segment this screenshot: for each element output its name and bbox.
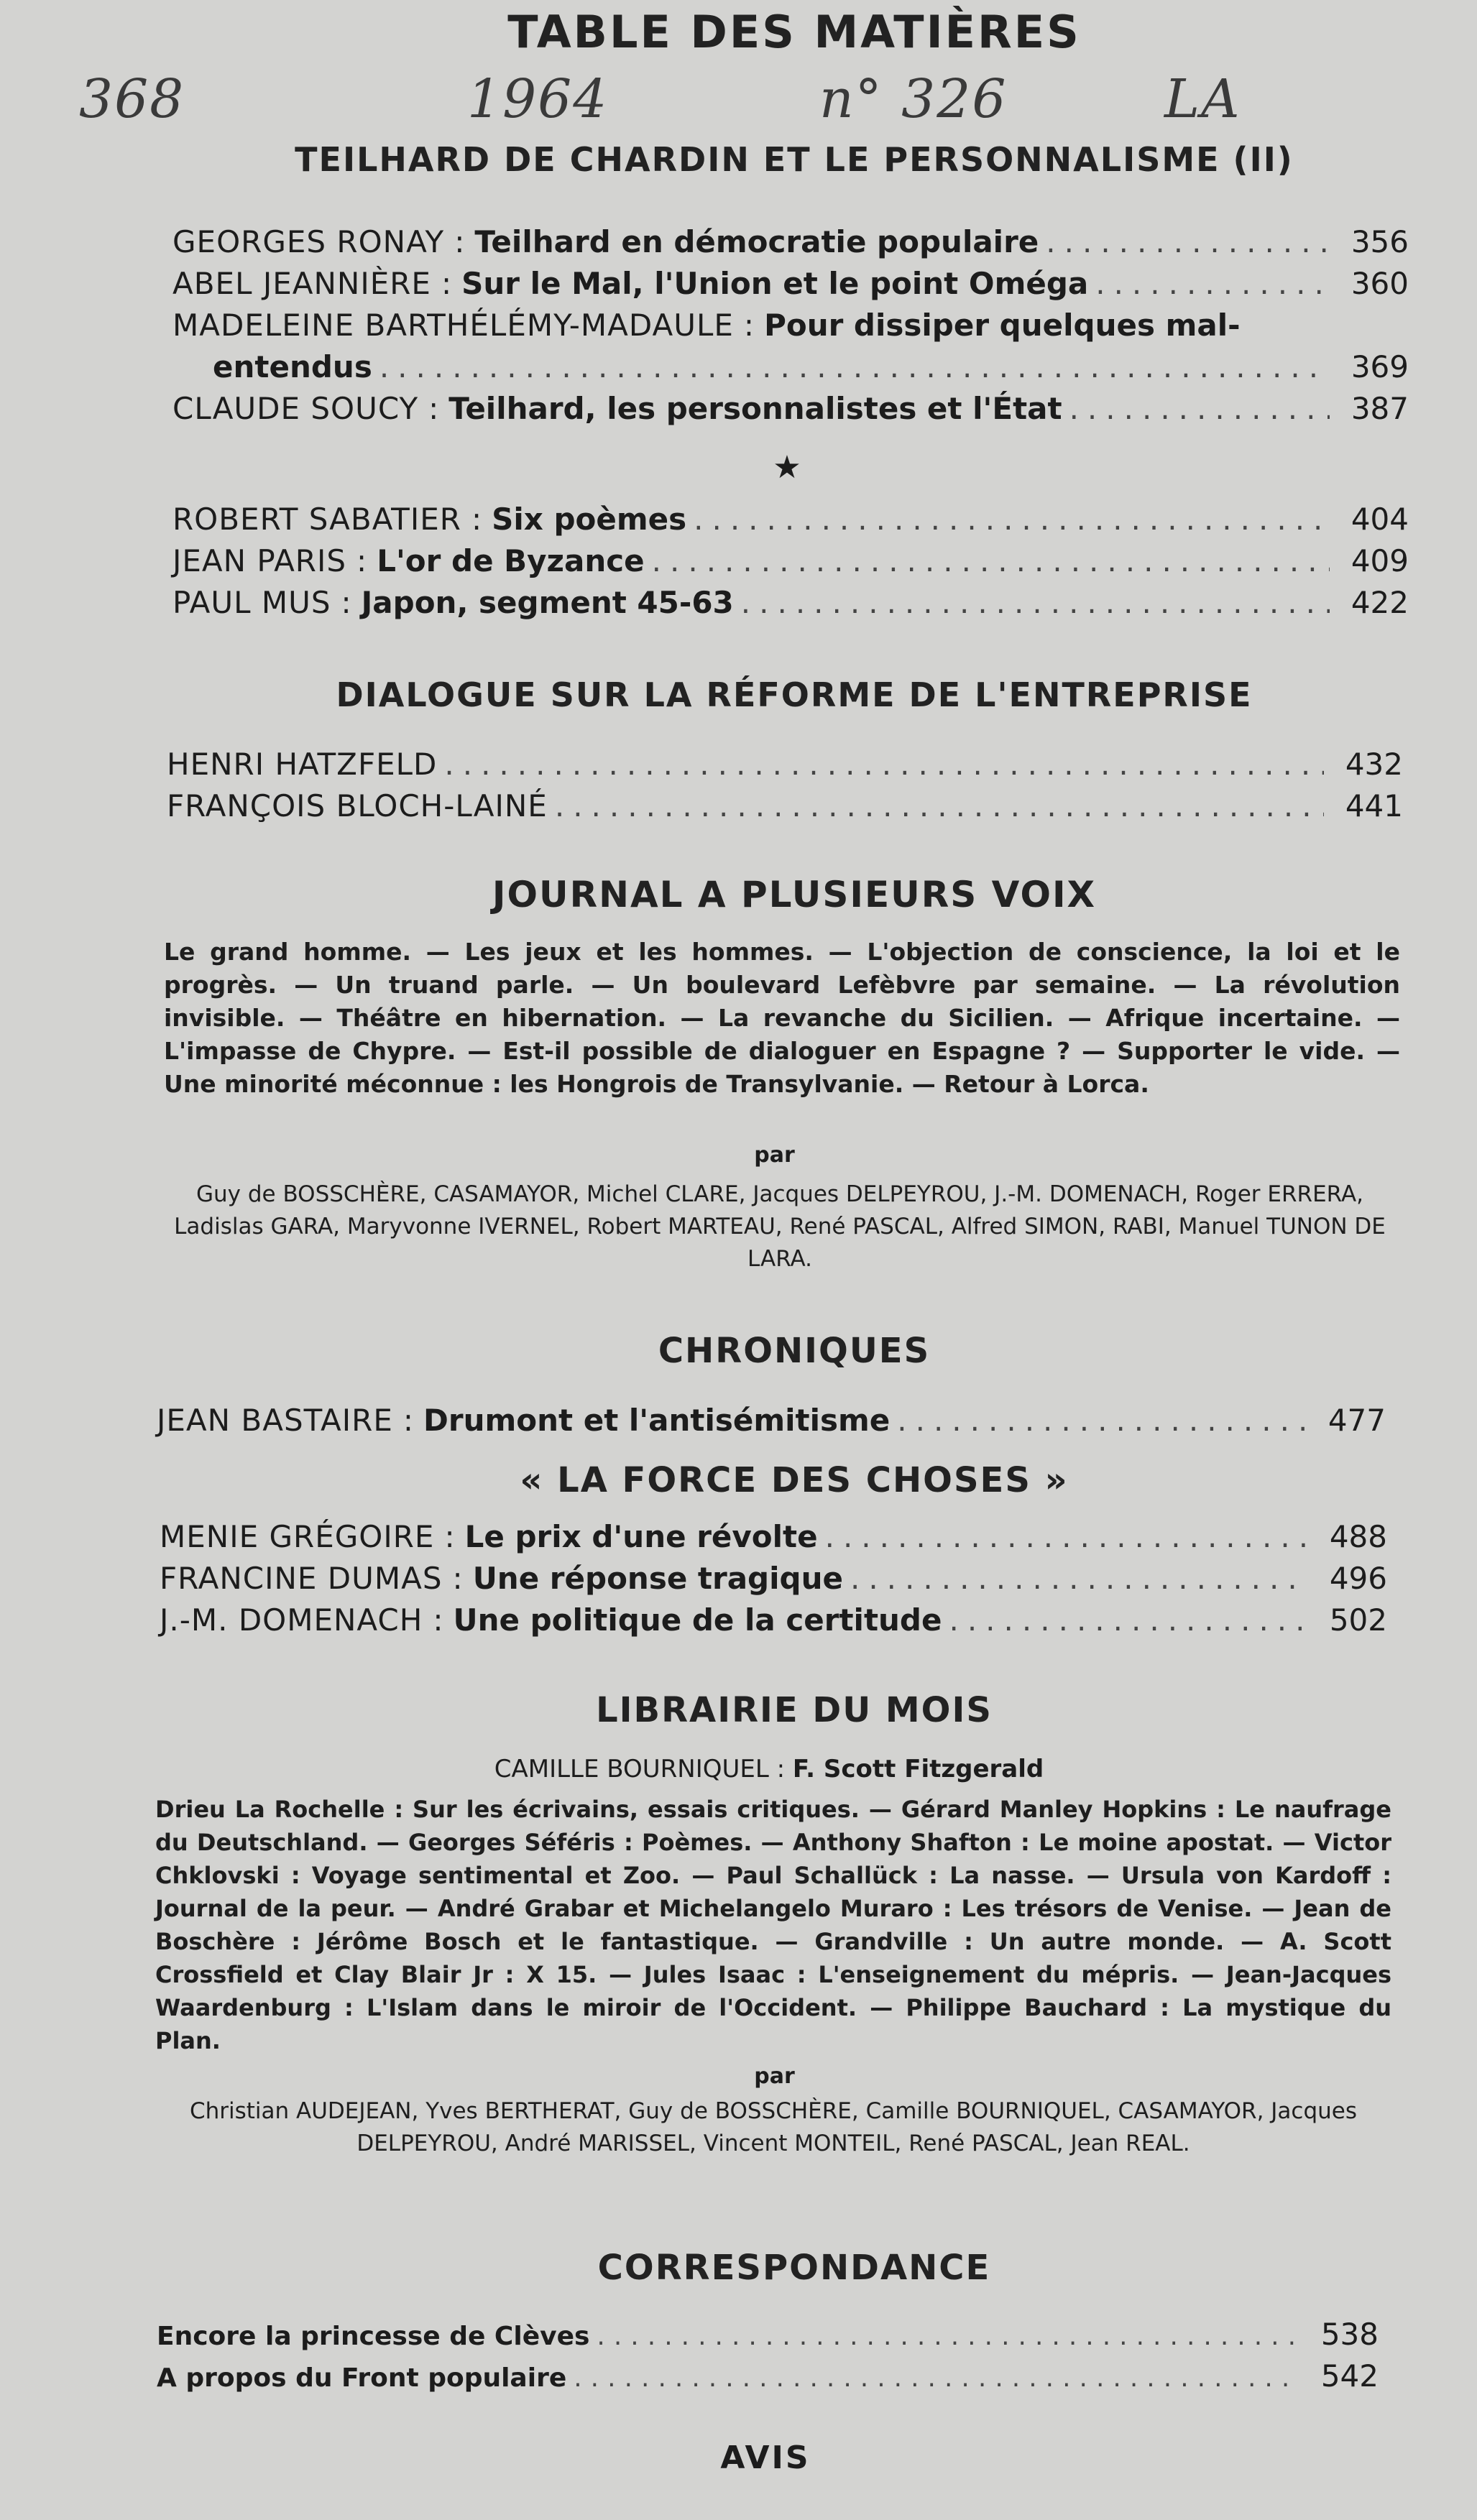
- page-title: TABLE DES MATIÈRES: [507, 6, 1081, 58]
- entry-title: Une politique de la certitude: [453, 1602, 942, 1638]
- entry-page: 538: [1320, 2317, 1379, 2352]
- toc-section-dialogue: [167, 744, 1403, 827]
- toc-entry[interactable]: PAUL MUS : Japon, segment 45-63 ..... 422: [172, 582, 1409, 624]
- entry-author: CLAUDE SOUCY: [172, 391, 419, 426]
- journal-contributors: Guy de BOSSCHÈRE, CASAMAYOR, Michel CLARE, Jacques DELPEYROU, J.-M. DOMENACH, Roger ERRERA, Ladislas GARA, Maryvonne IVERNEL, Robert MARTEAU, René PASCAL, Alfred SIMON, RABI, Manuel TUNON DE LARA.: [174, 1181, 1386, 1272]
- entry-page: 502: [1329, 1602, 1387, 1638]
- entry-title: Une réponse tragique: [472, 1561, 843, 1596]
- entry-author: GEORGES RONAY: [172, 224, 445, 259]
- toc-entry[interactable]: [157, 2355, 1379, 2397]
- toc-entry[interactable]: J.-M. DOMENACH : Une politique de la certitude ..... 502: [160, 1600, 1387, 1641]
- entry-page: 441: [1345, 788, 1403, 823]
- entry-title: Japon, segment 45-63: [361, 585, 734, 620]
- section-heading-correspondance: CORRESPONDANCE: [597, 2248, 991, 2288]
- toc-entry[interactable]: [167, 744, 1403, 785]
- lead-author: CAMILLE BOURNIQUEL: [494, 1755, 769, 1783]
- entry-title: Pour dissiper quelques mal-: [764, 308, 1241, 343]
- entry-page: 488: [1329, 1519, 1387, 1554]
- toc-entry[interactable]: MADELEINE BARTHÉLÉMY-MADAULE : Pour dissiper quelques mal-: [172, 305, 1409, 346]
- entry-page: 542: [1320, 2358, 1379, 2394]
- entry-title: Teilhard en démocratie populaire: [474, 224, 1039, 259]
- par-label: par: [754, 2064, 795, 2089]
- entry-page: 422: [1351, 585, 1409, 620]
- handwritten-code: LA: [1164, 68, 1241, 130]
- entry-page: 409: [1351, 543, 1409, 578]
- toc-entry[interactable]: JEAN PARIS : L'or de Byzance ..... 409: [172, 540, 1409, 582]
- entry-author: PAUL MUS: [172, 585, 331, 620]
- entry-title: Drumont et l'antisémitisme: [423, 1403, 891, 1438]
- toc-entry[interactable]: [167, 785, 1403, 827]
- entry-author: HENRI HATZFELD: [167, 747, 438, 782]
- entry-title: Encore la princesse de Clèves: [157, 2322, 590, 2351]
- entry-page: 404: [1351, 502, 1409, 537]
- toc-entry[interactable]: JEAN BASTAIRE : Drumont et l'antisémitisme ..... 477: [157, 1400, 1386, 1441]
- librairie-reviews: Drieu La Rochelle : Sur les écrivains, essais critiques. — Gérard Manley Hopkins : Le naufrage du Deutschland. — Georges Séféris : Poèmes. — Anthony Shafton : Le moine apostat. — Victor Chklovski : Voyage sentimental et Zoo. — Paul Schallück : La nasse. — Ursula von Kardoff : Journal de la peur. — André Grabar et Michelangelo Muraro : Les trésors de Venise. — Jean de Boschère : Jérôme Bosch et le fantastique. — Grandville : Un autre monde. — A. Scott Crossfield et Clay Blair Jr : X 15. — Jules Isaac : L'enseignement du mépris. — Jean-Jacques Waardenburg : L'Islam dans le miroir de l'Occident. — Philippe Bauchard : La mystique du Plan.: [155, 1796, 1391, 2054]
- entry-author: FRANÇOIS BLOCH-LAINÉ: [167, 788, 548, 823]
- entry-title: L'or de Byzance: [377, 543, 645, 578]
- handwritten-issue: n° 326: [819, 68, 1008, 130]
- librairie-contributors: Christian AUDEJEAN, Yves BERTHERAT, Guy de BOSSCHÈRE, Camille BOURNIQUEL, CASAMAYOR, Jacques DELPEYROU, André MARISSEL, Vincent MONTEIL, René PASCAL, Jean REAL.: [189, 2098, 1358, 2156]
- entry-title: Teilhard, les personnalistes et l'État: [448, 391, 1062, 426]
- handwritten-number: 368: [79, 68, 185, 130]
- entry-page: 477: [1328, 1403, 1386, 1438]
- entry-page: 432: [1345, 747, 1403, 782]
- entry-author: ROBERT SABATIER: [172, 502, 461, 537]
- entry-title: A propos du Front populaire: [157, 2363, 567, 2393]
- toc-section-force: [160, 1516, 1387, 1641]
- toc-entry[interactable]: ROBERT SABATIER : Six poèmes ..... 404: [172, 499, 1409, 540]
- entry-title: Six poèmes: [492, 502, 687, 537]
- entry-page: 496: [1329, 1561, 1387, 1596]
- toc-entry[interactable]: CLAUDE SOUCY : Teilhard, les personnalistes et l'État ..... 387: [172, 388, 1409, 430]
- section-heading-journal: JOURNAL A PLUSIEURS VOIX: [492, 874, 1097, 915]
- par-label: par: [754, 1143, 795, 1168]
- toc-entry[interactable]: ABEL JEANNIÈRE : Sur le Mal, l'Union et le point Oméga ..... 360: [172, 263, 1409, 305]
- toc-entry-continued[interactable]: [172, 346, 1409, 388]
- section-heading-teilhard: TEILHARD DE CHARDIN ET LE PERSONNALISME (II): [295, 140, 1294, 179]
- entry-author: J.-M. DOMENACH: [160, 1602, 423, 1638]
- entry-title-continued: entendus: [213, 349, 372, 384]
- entry-page: 387: [1351, 391, 1409, 426]
- toc-entry[interactable]: GEORGES RONAY : Teilhard en démocratie populaire ..... 356: [172, 221, 1409, 263]
- entry-author: JEAN PARIS: [172, 543, 347, 578]
- entry-author: FRANCINE DUMAS: [160, 1561, 443, 1596]
- section-heading-force-des-choses: « LA FORCE DES CHOSES »: [520, 1460, 1069, 1500]
- entry-page: 356: [1351, 224, 1409, 259]
- lead-title: F. Scott Fitzgerald: [792, 1755, 1044, 1783]
- toc-section-correspondance: [157, 2314, 1379, 2397]
- entry-author: MENIE GRÉGOIRE: [160, 1519, 435, 1554]
- entry-title: Sur le Mal, l'Union et le point Oméga: [461, 266, 1089, 301]
- entry-page: 360: [1351, 266, 1409, 301]
- handwritten-year: 1964: [467, 68, 609, 130]
- toc-section-poems: [172, 499, 1409, 624]
- toc-section-teilhard: [172, 221, 1409, 430]
- toc-entry[interactable]: FRANCINE DUMAS : Une réponse tragique ..... 496: [160, 1558, 1387, 1600]
- section-heading-dialogue: DIALOGUE SUR LA RÉFORME DE L'ENTREPRISE: [336, 675, 1253, 714]
- entry-author: ABEL JEANNIÈRE: [172, 266, 431, 301]
- librairie-lead: CAMILLE BOURNIQUEL : F. Scott Fitzgerald: [494, 1755, 1044, 1783]
- star-separator: ★: [773, 449, 801, 486]
- toc-entry[interactable]: MENIE GRÉGOIRE : Le prix d'une révolte ..... 488: [160, 1516, 1387, 1558]
- toc-entry[interactable]: [157, 2314, 1379, 2355]
- entry-page: 369: [1351, 349, 1409, 384]
- entry-title: Le prix d'une révolte: [464, 1519, 818, 1554]
- section-heading-chroniques: CHRONIQUES: [658, 1331, 931, 1371]
- section-heading-librairie: LIBRAIRIE DU MOIS: [596, 1690, 993, 1730]
- footer-avis: AVIS: [720, 2440, 811, 2476]
- journal-topics: Le grand homme. — Les jeux et les hommes. — L'objection de conscience, la loi et le progrès. — Un truand parle. — Un boulevard Lefèbvre par semaine. — La révolution invisible. — Théâtre en hibernation. — La revanche du Sicilien. — Afrique incertaine. — L'impasse de Chypre. — Est-il possible de dialoguer en Espagne ? — Supporter le vide. — Une minorité méconnue : les Hongrois de Transylvanie. — Retour à Lorca.: [164, 938, 1400, 1098]
- entry-author: MADELEINE BARTHÉLÉMY-MADAULE: [172, 308, 734, 343]
- toc-section-chroniques: [157, 1400, 1386, 1441]
- entry-author: JEAN BASTAIRE: [157, 1403, 393, 1438]
